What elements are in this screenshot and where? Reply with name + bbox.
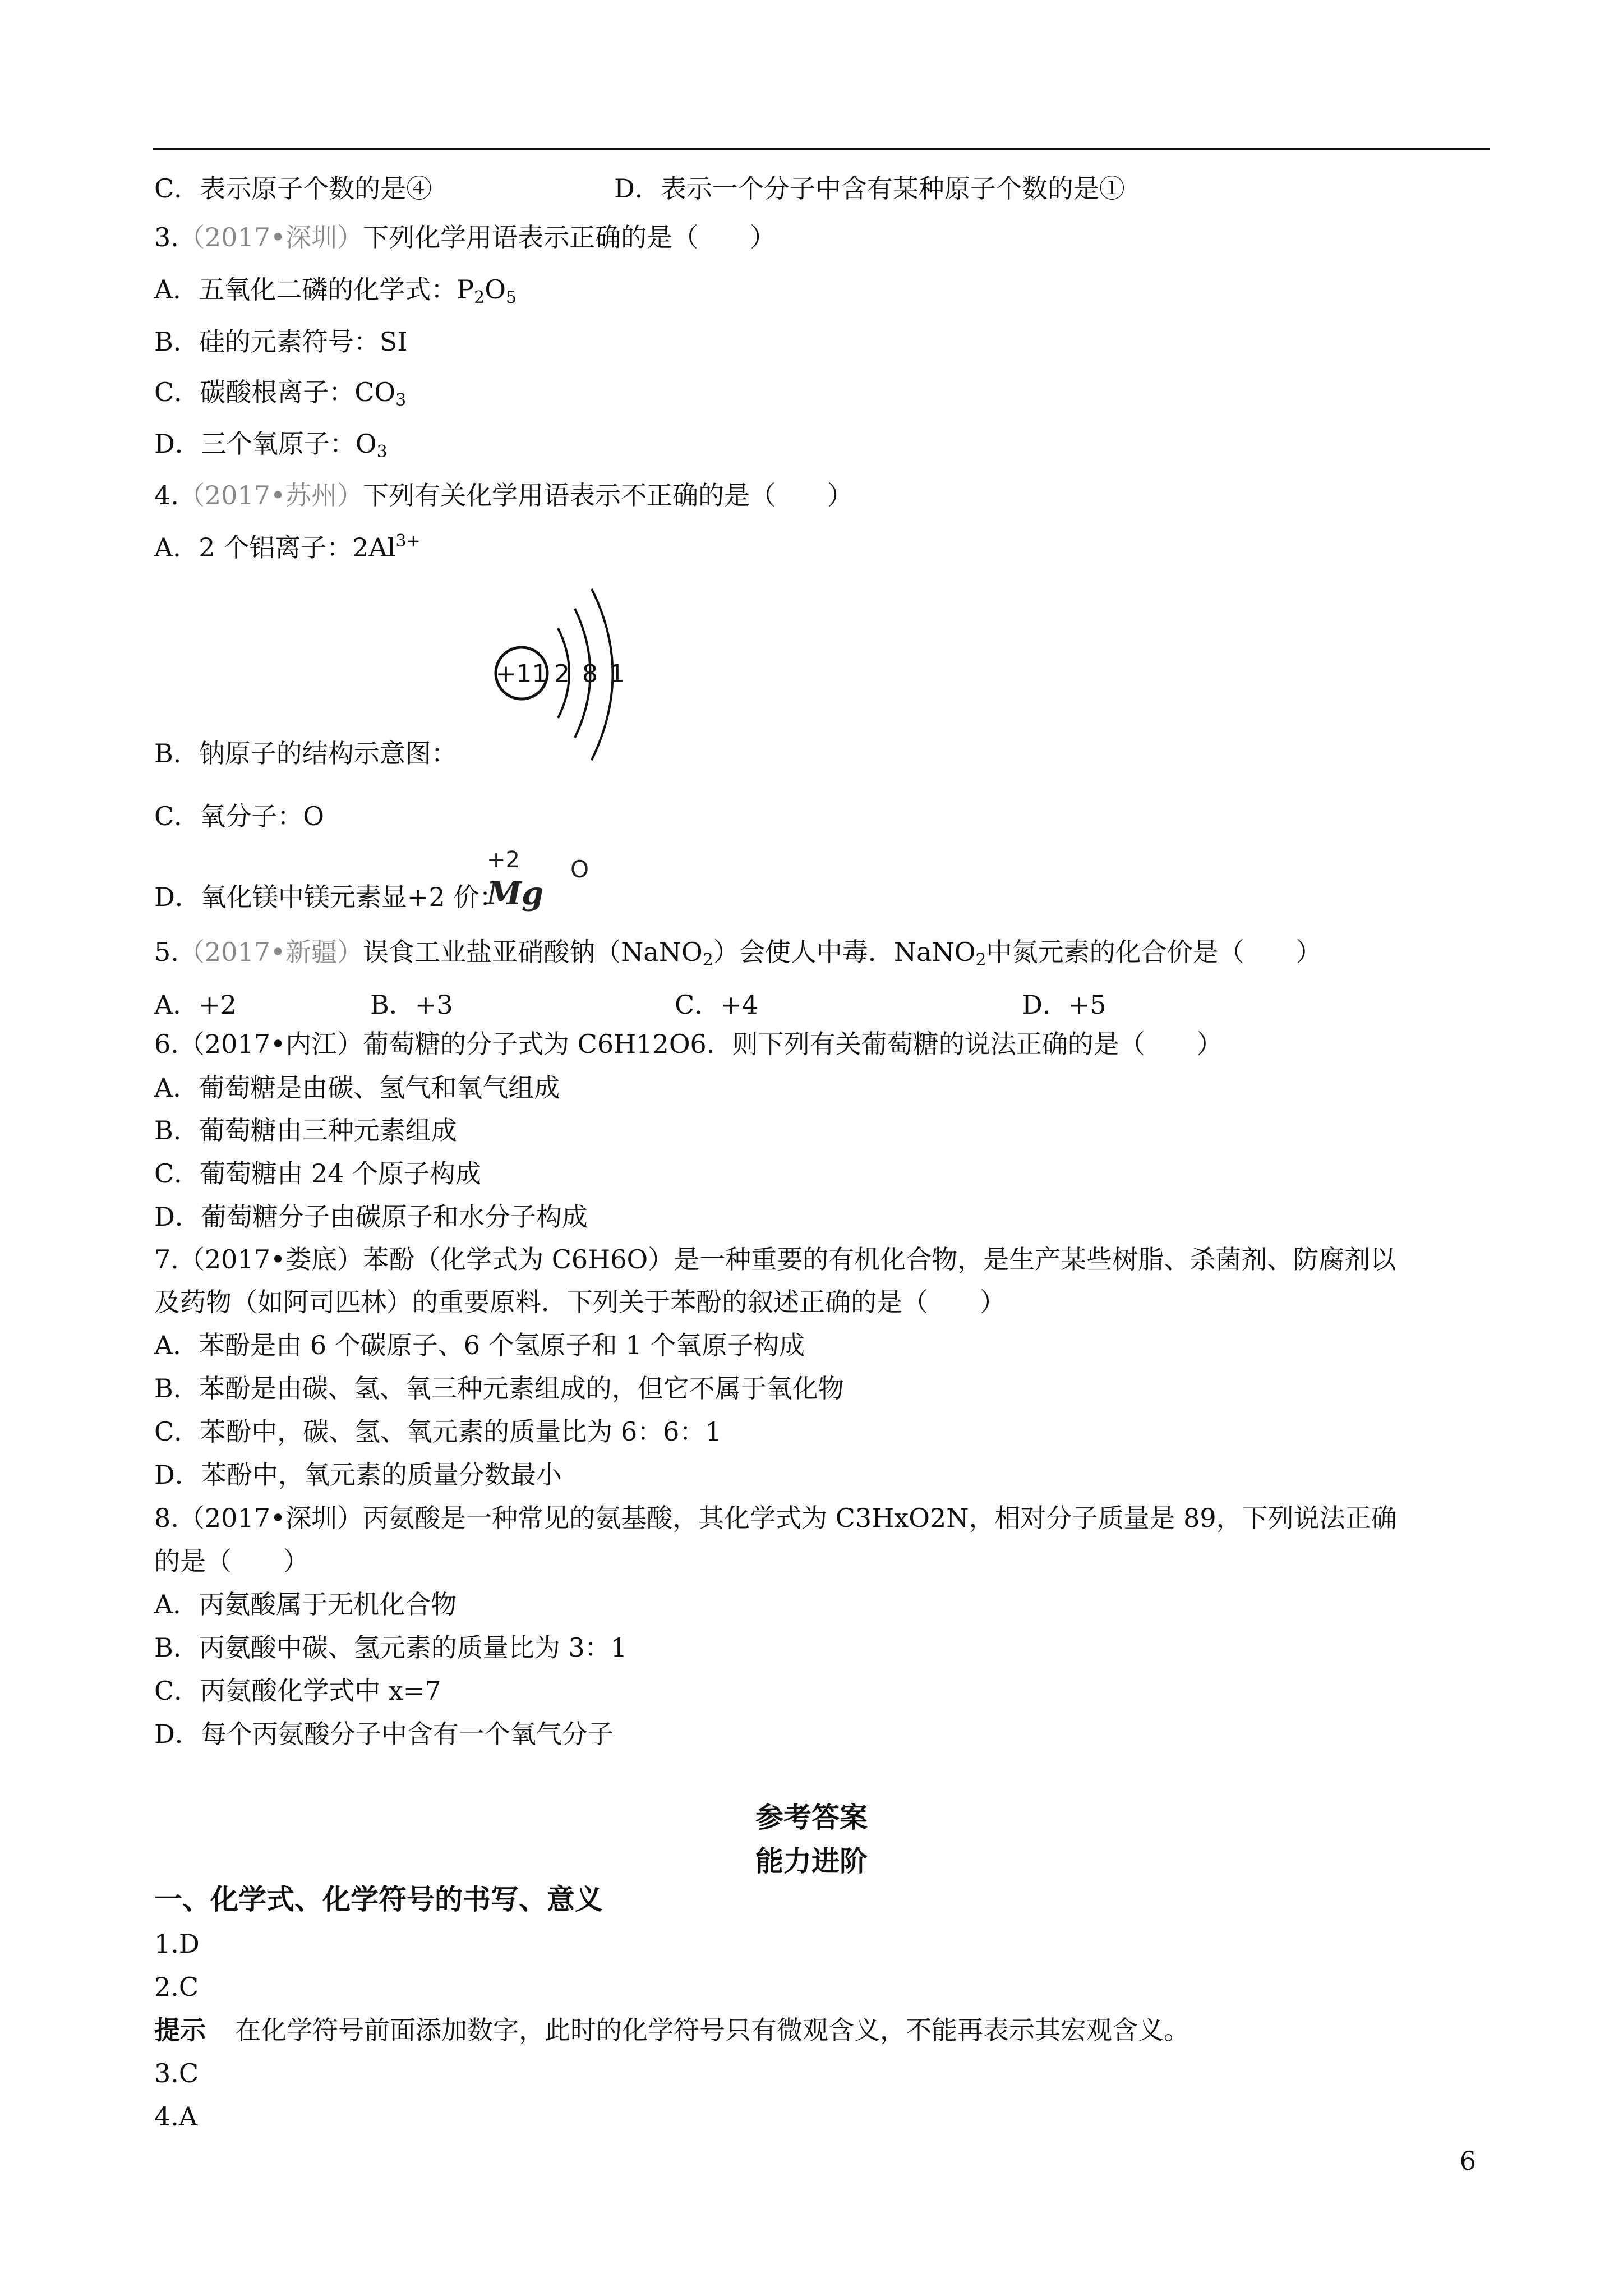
q3-option-d: D．三个氧原子：$O_3$ (154, 429, 388, 462)
hint-label: 提示 (154, 2015, 206, 2045)
q4-option-c: C．氧分子：O (154, 801, 324, 831)
mg-symbol: Mg (487, 875, 544, 912)
q6-option-c: C．葡萄糖由 24 个原子构成 (154, 1158, 481, 1189)
q7-stem-line2: 及药物（如阿司匹林）的重要原料．下列关于苯酚的叙述正确的是（ ） (154, 1287, 1006, 1317)
answers-title: 参考答案 (755, 1801, 868, 1834)
q8-option-b: B．丙氨酸中碳、氢元素的质量比为 3：1 (154, 1632, 627, 1663)
q2-option-d: D．表示一个分子中含有某种原子个数的是① (614, 173, 1125, 204)
q5-stem: 5.（2017•新疆）误食工业盐亚硝酸钠（NaNO$_2$）会使人中毒．NaNO$_2$中氮元素的化合价是（ ） (154, 937, 1322, 970)
valence-charge: +2 (487, 847, 520, 873)
header-rule (153, 148, 1490, 150)
q8-stem-line2: 的是（ ） (154, 1546, 309, 1576)
q6-option-b: B．葡萄糖由三种元素组成 (154, 1115, 457, 1145)
hint-text: 在化学符号前面添加数字，此时的化学符号只有微观含义，不能再表示其宏观含义。 (235, 2015, 1189, 2045)
q3-option-c: C．碳酸根离子：$CO_3$ (154, 377, 407, 410)
q8-option-d: D．每个丙氨酸分子中含有一个氧气分子 (154, 1719, 614, 1749)
q7-option-d: D．苯酚中，氧元素的质量分数最小 (154, 1460, 562, 1490)
oxygen-symbol: O (570, 855, 589, 883)
q5-option-b: B．+3 (370, 990, 453, 1020)
answer-2-hint (154, 2013, 1189, 2047)
q8-option-c: C．丙氨酸化学式中 x=7 (154, 1676, 441, 1706)
shell-electrons-3: 1 (609, 660, 625, 688)
q6-option-d: D．葡萄糖分子由碳原子和水分子构成 (154, 1202, 588, 1232)
q4-option-b: B．钠原子的结构示意图： (154, 738, 457, 769)
q5-option-c: C．+4 (675, 990, 759, 1020)
answer-3: 3.C (154, 2058, 199, 2088)
sodium-atom-structure-diagram (479, 572, 642, 774)
answers-subtitle: 能力进阶 (755, 1844, 868, 1878)
q3-stem: 3.（2017•深圳）下列化学用语表示正确的是（ ） (154, 222, 776, 252)
q4-stem: 4.（2017•苏州）下列有关化学用语表示不正确的是（ ） (154, 480, 854, 510)
q3-option-a: A．五氧化二磷的化学式：$P_2O_5$ (154, 274, 517, 307)
q2-option-c: C．表示原子个数的是④ (154, 173, 432, 204)
q7-option-a: A．苯酚是由 6 个碳原子、6 个氢原子和 1 个氧原子构成 (154, 1330, 805, 1360)
nucleus-charge: +11 (495, 660, 548, 688)
q3-option-b: B．硅的元素符号：SI (154, 326, 408, 357)
shell-electrons-1: 2 (554, 660, 570, 688)
q7-option-b: B．苯酚是由碳、氢、氧三种元素组成的，但它不属于氧化物 (154, 1373, 844, 1404)
page-number: 6 (1459, 2146, 1476, 2176)
q4-option-a: A．2 个铝离子：$2Al^{3+}$ (154, 531, 421, 563)
q6-stem: 6.（2017•内江）葡萄糖的分子式为 C6H12O6．则下列有关葡萄糖的说法正确的是（ ） (154, 1029, 1223, 1059)
q8-stem-line1: 8.（2017•深圳）丙氨酸是一种常见的氨基酸，其化学式为 C3HxO2N，相对分子质量是 89，下列说法正确 (154, 1503, 1397, 1533)
q6-option-a: A．葡萄糖是由碳、氢气和氧气组成 (154, 1073, 560, 1103)
q7-stem-line1: 7.（2017•娄底）苯酚（化学式为 C6H6O）是一种重要的有机化合物，是生产某些树脂、杀菌剂、防腐剂以 (154, 1244, 1396, 1274)
answers-section-heading: 一、化学式、化学符号的书写、意义 (154, 1883, 603, 1916)
q8-option-a: A．丙氨酸属于无机化合物 (154, 1589, 457, 1619)
shell-electrons-2: 8 (582, 660, 598, 688)
answer-4: 4.A (154, 2101, 198, 2132)
answer-2: 2.C (154, 1972, 199, 2002)
q5-option-a: A．+2 (154, 990, 237, 1020)
q7-option-c: C．苯酚中，碳、氢、氧元素的质量比为 6：6：1 (154, 1416, 722, 1447)
q4-option-d: D．氧化镁中镁元素显+2 价： (154, 882, 505, 912)
answer-1: 1.D (154, 1929, 200, 1959)
q5-option-d: D．+5 (1022, 990, 1106, 1020)
